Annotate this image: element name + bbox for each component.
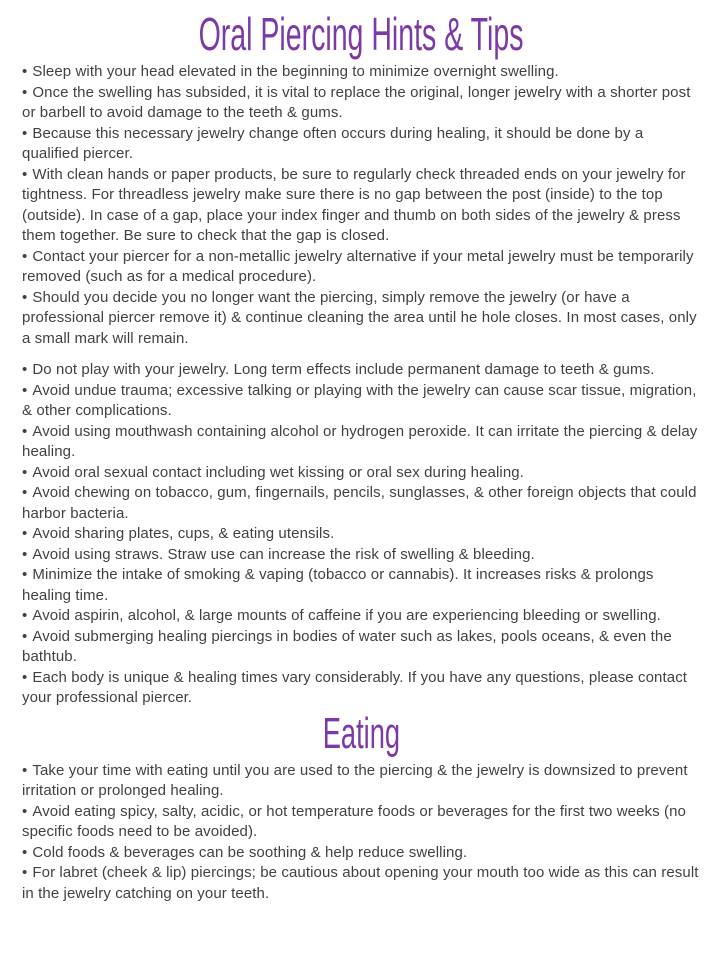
- bullet-icon: •: [22, 864, 28, 881]
- section-jewelry-care-tips: [22, 62, 700, 349]
- bullet-item: [22, 288, 700, 350]
- bullet-item: [22, 802, 700, 843]
- bullet-text: Minimize the intake of smoking & vaping (tobacco or cannabis). It increases risks & prolongs healing time.: [22, 566, 654, 604]
- bullet-item: [22, 545, 700, 566]
- section-eating: [22, 761, 700, 905]
- bullet-text: Avoid undue trauma; excessive talking or playing with the jewelry can cause scar tissue, migration, & other complications.: [22, 381, 697, 419]
- bullet-item: [22, 483, 700, 524]
- bullet-item: [22, 381, 700, 422]
- bullet-text: Because this necessary jewelry change often occurs during healing, it should be done by a qualified piercer.: [22, 124, 644, 162]
- bullet-icon: •: [22, 63, 28, 80]
- bullet-text: Avoid oral sexual contact including wet kissing or oral sex during healing.: [32, 463, 525, 481]
- bullet-item: [22, 843, 700, 864]
- bullet-item: [22, 165, 700, 247]
- section-heading-text: Eating: [322, 708, 400, 758]
- bullet-item: [22, 606, 700, 627]
- bullet-icon: •: [22, 566, 28, 583]
- bullet-item: [22, 360, 700, 381]
- bullet-icon: •: [22, 627, 28, 645]
- bullet-icon: •: [22, 802, 28, 820]
- bullet-icon: •: [22, 247, 28, 265]
- bullet-text: For labret (cheek & lip) piercings; be cautious about opening your mouth too wide as this can result in the jewelry catching on your teeth.: [22, 864, 699, 902]
- bullet-icon: •: [22, 165, 28, 183]
- bullet-icon: •: [22, 843, 28, 861]
- bullet-item: [22, 863, 700, 904]
- bullet-item: [22, 524, 700, 545]
- bullet-text: Avoid sharing plates, cups, & eating utensils.: [32, 525, 335, 542]
- section-things-to-avoid: [22, 360, 700, 709]
- bullet-icon: •: [22, 288, 28, 306]
- bullet-item: [22, 247, 700, 288]
- bullet-item: [22, 83, 700, 124]
- bullet-text: Do not play with your jewelry. Long term effects include permanent damage to teeth & gums.: [32, 361, 655, 378]
- bullet-item: [22, 124, 700, 165]
- section-heading-eating: [22, 708, 700, 758]
- bullet-text: Avoid using mouthwash containing alcohol or hydrogen peroxide. It can irritate the piercing & delay healing.: [22, 422, 698, 460]
- bullet-text: Avoid submerging healing piercings in bodies of water such as lakes, pools oceans, & even the bathtub.: [22, 627, 672, 665]
- bullet-icon: •: [22, 761, 28, 779]
- bullet-icon: •: [22, 607, 28, 624]
- bullet-icon: •: [22, 381, 28, 399]
- bullet-item: [22, 668, 700, 709]
- bullet-text: Avoid aspirin, alcohol, & large mounts of caffeine if you are experiencing bleeding or swelling.: [32, 607, 661, 624]
- bullet-text: Once the swelling has subsided, it is vital to replace the original, longer jewelry with a shorter post or barbell to avoid damage to the teeth & gums.: [22, 83, 691, 121]
- bullet-icon: •: [22, 83, 28, 101]
- bullet-text: Cold foods & beverages can be soothing & help reduce swelling.: [32, 843, 468, 861]
- bullet-icon: •: [22, 545, 28, 563]
- bullet-text: With clean hands or paper products, be sure to regularly check threaded ends on your jewelry for tightness. For threadless jewelry make sure there is no gap between the post (inside) to the top (outside). In case of a gap, place your index finger and thumb on both sides of the jewelry & press them together. Be sure to check that the gap is closed.: [22, 165, 686, 244]
- page-title-text: Oral Piercing Hints & Tips: [198, 8, 524, 60]
- bullet-icon: •: [22, 484, 28, 501]
- bullet-icon: •: [22, 124, 28, 142]
- bullet-text: Take your time with eating until you are used to the piercing & the jewelry is downsized to prevent irritation or prolonged healing.: [22, 761, 688, 799]
- bullet-text: Avoid using straws. Straw use can increase the risk of swelling & bleeding.: [32, 545, 535, 563]
- bullet-text: Sleep with your head elevated in the beginning to minimize overnight swelling.: [32, 63, 559, 80]
- bullet-text: Avoid eating spicy, salty, acidic, or hot temperature foods or beverages for the first two weeks (no specific foods need to be avoided).: [22, 802, 687, 840]
- bullet-icon: •: [22, 525, 28, 542]
- bullet-text: Should you decide you no longer want the piercing, simply remove the jewelry (or have a professional piercer remove it) & continue cleaning the area until he hole closes. In most cases, only a small mark will remain.: [22, 288, 697, 347]
- bullet-icon: •: [22, 668, 28, 686]
- bullet-icon: •: [22, 422, 28, 440]
- bullet-text: Contact your piercer for a non-metallic jewelry alternative if your metal jewelry must be temporarily removed (such as for a medical procedure).: [22, 247, 694, 285]
- bullet-item: [22, 62, 700, 83]
- bullet-item: [22, 627, 700, 668]
- bullet-icon: •: [22, 361, 28, 378]
- bullet-text: Avoid chewing on tobacco, gum, fingernails, pencils, sunglasses, & other foreign objects that could harbor bacteria.: [22, 484, 697, 522]
- bullet-item: [22, 761, 700, 802]
- page-title: [22, 10, 700, 58]
- bullet-item: [22, 422, 700, 463]
- bullet-item: [22, 463, 700, 484]
- bullet-icon: •: [22, 463, 28, 481]
- bullet-item: [22, 565, 700, 606]
- bullet-text: Each body is unique & healing times vary considerably. If you have any questions, please contact your professional piercer.: [22, 668, 688, 706]
